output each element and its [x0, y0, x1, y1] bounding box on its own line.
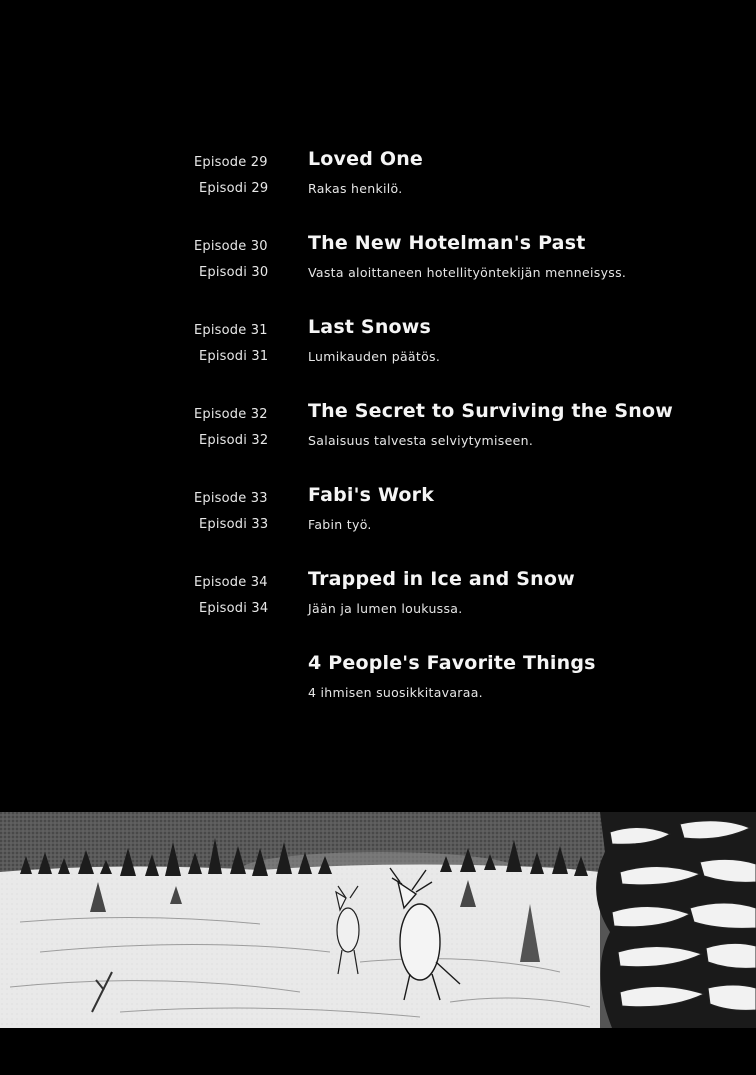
episode-title: The New Hotelman's Past — [308, 232, 586, 254]
episode-subtitle: Salaisuus talvesta selviytymiseen. — [308, 433, 534, 448]
toc-entry-bonus[interactable] — [0, 652, 756, 723]
toc-entry-29[interactable] — [0, 148, 756, 219]
toc-entry-34[interactable] — [0, 568, 756, 639]
episode-number-fi: Episodi 30 — [199, 265, 269, 280]
toc-entry-32[interactable] — [0, 400, 756, 471]
episode-title: The Secret to Surviving the Snow — [308, 400, 673, 422]
episode-title: Fabi's Work — [308, 484, 435, 506]
episode-subtitle: Rakas henkilö. — [308, 181, 403, 196]
episode-number-en: Episode 30 — [194, 239, 268, 254]
episode-number-en: Episode 32 — [194, 407, 268, 422]
toc-entry-33[interactable] — [0, 484, 756, 555]
episode-title: Loved One — [308, 148, 424, 170]
episode-number-fi: Episodi 32 — [199, 433, 269, 448]
episode-number-en: Episode 34 — [194, 575, 268, 590]
episode-number-fi: Episodi 33 — [199, 517, 269, 532]
episode-subtitle: Vasta aloittaneen hotellityöntekijän menneisyss. — [308, 265, 627, 280]
episode-title: Last Snows — [308, 316, 432, 338]
episode-subtitle: Jään ja lumen loukussa. — [308, 601, 463, 616]
toc-entry-31[interactable] — [0, 316, 756, 387]
episode-number-en: Episode 29 — [194, 155, 268, 170]
episode-number-fi: Episodi 34 — [199, 601, 269, 616]
episode-number-en: Episode 33 — [194, 491, 268, 506]
episode-number-fi: Episodi 31 — [199, 349, 269, 364]
episode-subtitle: Lumikauden päätös. — [308, 349, 441, 364]
episode-number-en: Episode 31 — [194, 323, 268, 338]
episode-title: Trapped in Ice and Snow — [308, 568, 575, 590]
bonus-title: 4 People's Favorite Things — [308, 652, 596, 674]
episode-number-fi: Episodi 29 — [199, 181, 269, 196]
bonus-subtitle: 4 ihmisen suosikkitavaraa. — [308, 685, 483, 700]
snowy-tree — [596, 812, 756, 1028]
snowfield — [0, 864, 600, 1028]
landscape-drawing — [0, 812, 756, 1028]
snowy-landscape-illustration — [0, 812, 756, 1028]
toc-entry-30[interactable] — [0, 232, 756, 303]
episode-subtitle: Fabin työ. — [308, 517, 372, 532]
